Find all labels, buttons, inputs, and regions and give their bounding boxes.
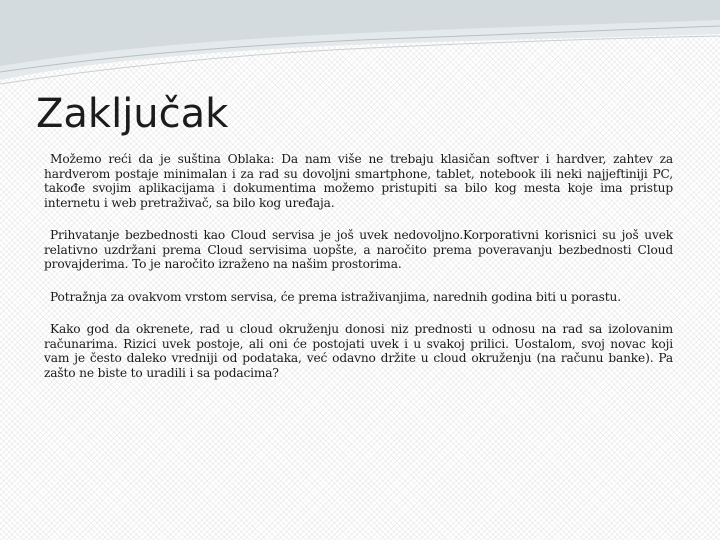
slide-body bbox=[44, 152, 673, 398]
paragraph-advantages: Kako god da okrenete, rad u cloud okruženju donosi niz prednosti u odnosu na rad sa izolovanim računarima. Rizici uvek postoje, ali oni će postojati uvek i u svakoj prilici. Uostalom, svoj novac koji vam je često daleko vredniji od podataka, već odavno držite u cloud okruženju (na računu banke). Pa zašto ne biste to uradili i sa podacima? bbox=[44, 322, 673, 380]
paragraph-security: Prihvatanje bezbednosti kao Cloud servisa je još uvek nedovoljno.Korporativni korisnici su još uvek relativno uzdržani prema Cloud servisima uopšte, a naročito prema poveravanju bezbednosti Cloud provajderima. To je naročito izraženo na našim prostorima. bbox=[44, 228, 673, 271]
slide-title: Zaključak bbox=[36, 91, 229, 137]
paragraph-summary: Možemo reći da je suština Oblaka: Da nam više ne trebaju klasičan softver i hardver, zahtev za hardverom postaje minimalan i za rad su dovoljni smartphone, tablet, notebook ili neki najjeftiniji PC, takođe svojim aplikacijama i dokumentima možemo pristupiti sa bilo kog mesta koje ima pristup internetu i web pretraživač, sa bilo kog uređaja. bbox=[44, 152, 673, 210]
header-wave-decoration bbox=[0, 0, 720, 90]
paragraph-demand: Potražnja za ovakvom vrstom servisa, će prema istraživanjima, narednih godina biti u porastu. bbox=[50, 289, 621, 304]
